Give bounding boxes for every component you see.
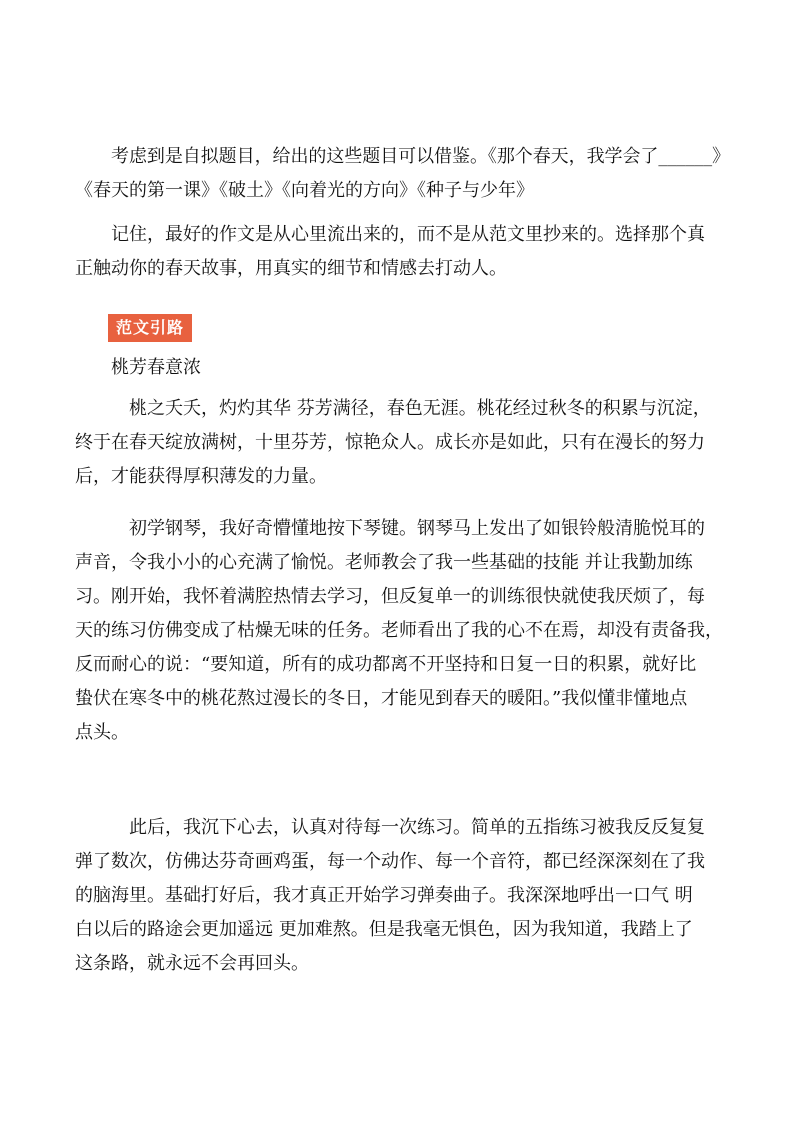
text-line: 点头。 — [75, 722, 129, 743]
essay-paragraph-3 — [75, 811, 730, 981]
text-line: 《春天的第一课》《破土》《向着光的方向》《种子与少年》 — [75, 180, 534, 201]
text-line: 后，才能获得厚积薄发的力量。 — [75, 466, 327, 487]
text-line: 考虑到是自拟题目，给出的这些题目可以借鉴。《那个春天，我学会了______》 — [111, 146, 730, 167]
text-line: 桃之夭夭，灼灼其华 芬芳满径，春色无涯。桃花经过秋冬的积累与沉淀， — [129, 398, 711, 419]
text-line: 习。刚开始，我怀着满腔热情去学习，但反复单一的训练很快就使我厌烦了，每 — [75, 586, 705, 607]
text-line: 此后，我沉下心去，认真对待每一次练习。简单的五指练习被我反反复复 — [129, 817, 705, 838]
text-line: 的脑海里。基础打好后，我才真正开始学习弹奏曲子。我深深地呼出一口气 明 — [75, 885, 693, 906]
essay-paragraph-2 — [75, 512, 730, 750]
text-line: 初学钢琴，我好奇懵懂地按下琴键。钢琴马上发出了如银铃般清脆悦耳的 — [129, 518, 705, 539]
intro-paragraph-titles — [75, 140, 730, 208]
essay-title-text: 桃芳春意浓 — [111, 357, 201, 378]
text-line: 正触动你的春天故事，用真实的细节和情感去打动人。 — [75, 258, 507, 279]
text-line: 弹了数次，仿佛达芬奇画鸡蛋，每一个动作、每一个音符，都已经深深刻在了我 — [75, 851, 705, 872]
text-line: 白以后的路途会更加遥远 更加难熬。但是我毫无惧色，因为我知道，我踏上了 — [75, 919, 693, 940]
text-line: 天的练习仿佛变成了枯燥无味的任务。老师看出了我的心不在焉，却没有责备我， — [75, 620, 723, 641]
text-line: 蛰伏在寒冬中的桃花熬过漫长的冬日，才能见到春天的暖阳。”我似懂非懂地点 — [75, 688, 688, 709]
essay-paragraph-1 — [75, 392, 730, 494]
essay-title — [75, 351, 730, 385]
section-badge: 范文引路 — [108, 314, 192, 342]
text-line: 反而耐心的说：“要知道，所有的成功都离不开坚持和日复一日的积累，就好比 — [75, 654, 697, 675]
text-line: 终于在春天绽放满树，十里芬芳，惊艳众人。成长亦是如此，只有在漫长的努力 — [75, 432, 705, 453]
intro-paragraph-advice — [75, 218, 730, 286]
text-line: 记住，最好的作文是从心里流出来的，而不是从范文里抄来的。选择那个真 — [111, 224, 705, 245]
text-line: 声音，令我小小的心充满了愉悦。老师教会了我一些基础的技能 并让我勤加练 — [75, 552, 693, 573]
text-line: 这条路，就永远不会再回头。 — [75, 953, 309, 974]
